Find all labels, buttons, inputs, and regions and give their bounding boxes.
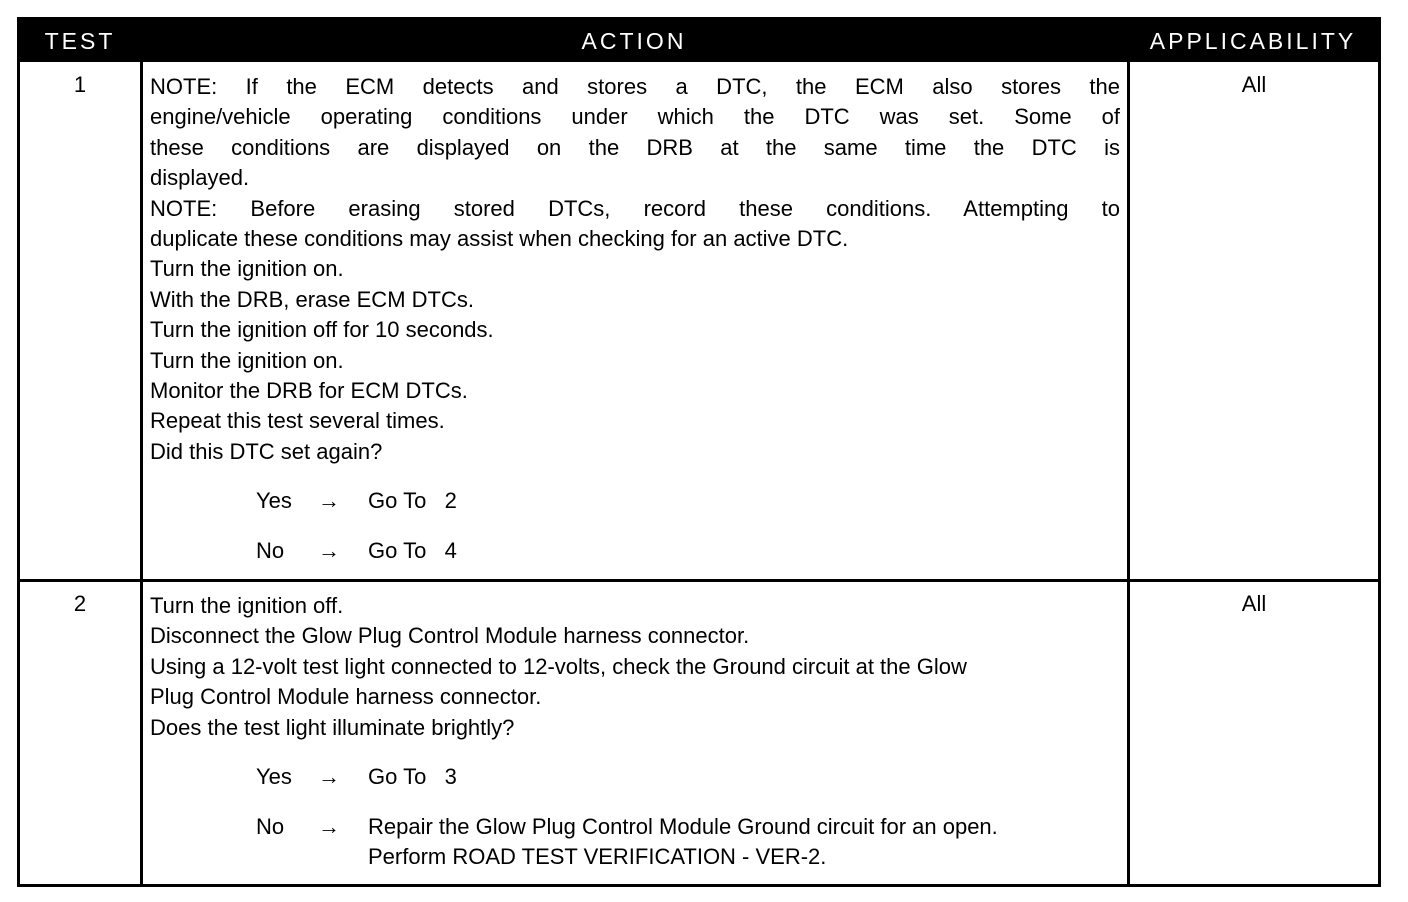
table-row-test-2 bbox=[20, 579, 1378, 884]
header-applicability: APPLICABILITY bbox=[1149, 28, 1357, 54]
action-line: Disconnect the Glow Plug Control Module harness connector. bbox=[150, 623, 750, 649]
action-line: With the DRB, erase ECM DTCs. bbox=[150, 286, 474, 312]
action-line: displayed. bbox=[150, 165, 250, 191]
test-number: 1 bbox=[73, 72, 87, 97]
action-line: NOTE: If the ECM detects and stores a DTC, the ECM also stores the bbox=[150, 74, 1120, 99]
table-row-test-1 bbox=[20, 62, 1378, 579]
right-arrow-icon: → bbox=[318, 814, 340, 840]
answer-choices bbox=[150, 486, 1120, 566]
header-test: TEST bbox=[44, 28, 116, 54]
action-cell bbox=[150, 72, 1120, 586]
choice-result-line: Repair the Glow Plug Control Module Ground circuit for an open. bbox=[368, 814, 998, 840]
action-line: Does the test light illuminate brightly? bbox=[150, 714, 515, 740]
action-line: Plug Control Module harness connector. bbox=[150, 684, 542, 710]
right-arrow-icon: → bbox=[318, 764, 340, 790]
choice-result: Go To 3 bbox=[368, 764, 457, 790]
choice-label: Yes bbox=[256, 488, 292, 514]
choice-result: Go To 4 bbox=[368, 538, 457, 564]
action-line: Using a 12-volt test light connected to 12-volts, check the Ground circuit at the Glow bbox=[150, 653, 967, 679]
action-line: Turn the ignition on. bbox=[150, 256, 344, 282]
header-action: ACTION bbox=[581, 28, 687, 54]
choice-yes bbox=[150, 486, 1120, 516]
choice-yes bbox=[150, 762, 1120, 792]
action-line: engine/vehicle operating conditions under which the DTC was set. Some of bbox=[150, 104, 1120, 130]
applicability-value: All bbox=[1241, 72, 1267, 97]
choice-label: Yes bbox=[256, 764, 292, 790]
action-line: Monitor the DRB for ECM DTCs. bbox=[150, 378, 468, 404]
applicability-value: All bbox=[1241, 591, 1267, 616]
action-line: Turn the ignition on. bbox=[150, 347, 344, 373]
diagnostic-test-table bbox=[17, 17, 1381, 887]
action-line: duplicate these conditions may assist when checking for an active DTC. bbox=[150, 226, 849, 252]
choice-label: No bbox=[256, 538, 285, 564]
choice-result-line: Perform ROAD TEST VERIFICATION - VER-2. bbox=[368, 844, 827, 870]
action-line: Turn the ignition off. bbox=[150, 593, 344, 618]
test-number: 2 bbox=[73, 591, 87, 616]
action-line: Did this DTC set again? bbox=[150, 438, 383, 464]
choice-result: Go To 2 bbox=[368, 488, 457, 514]
answer-choices bbox=[150, 762, 1120, 873]
choice-no bbox=[150, 536, 1120, 566]
right-arrow-icon: → bbox=[318, 488, 340, 514]
choice-result-multiline bbox=[368, 812, 1120, 873]
action-line: NOTE: Before erasing stored DTCs, record these conditions. Attempting to bbox=[150, 195, 1120, 221]
action-line: these conditions are displayed on the DRB at the same time the DTC is bbox=[150, 134, 1120, 160]
choice-label: No bbox=[256, 814, 285, 840]
choice-no bbox=[150, 812, 1120, 873]
table-header bbox=[20, 20, 1378, 62]
action-line: Repeat this test several times. bbox=[150, 408, 445, 434]
right-arrow-icon: → bbox=[318, 538, 340, 564]
action-cell bbox=[150, 591, 1120, 893]
action-line: Turn the ignition off for 10 seconds. bbox=[150, 317, 494, 343]
